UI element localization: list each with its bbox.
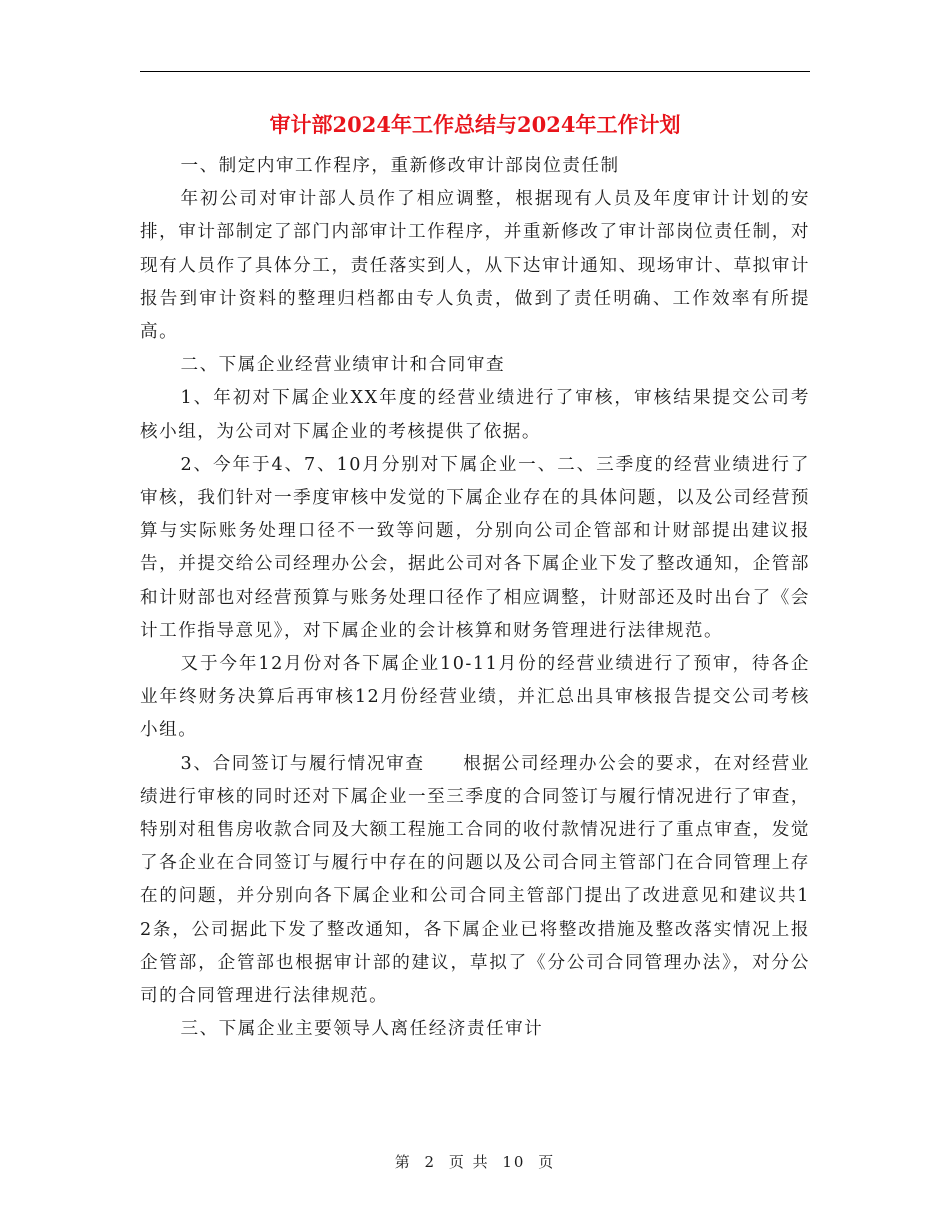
- document-body: [140, 150, 810, 1046]
- document-title: 审计部2024年工作总结与2024年工作计划: [269, 112, 681, 137]
- footer-current-page: 2: [424, 1153, 437, 1171]
- footer-total-pages: 10: [502, 1153, 526, 1171]
- paragraph: 1、年初对下属企业XX年度的经营业绩进行了审核，审核结果提交公司考核小组，为公司对下属企业的考核提供了依据。: [140, 388, 810, 442]
- paragraph: 3、合同签订与履行情况审查 根据公司经理办公会的要求，在对经营业绩进行审核的同时还对下属企业一至三季度的合同签订与履行情况进行了审查，特别对租售房收款合同及大额工程施工合同的收付款情况进行了重点审查，发觉了各企业在合同签订与履行中存在的问题以及公司合同主管部门在合同管理上存在的问题，并分别向各下属企业和公司合同主管部门提出了改进意见和建议共12条，公司据此下发了整改通知，各下属企业已将整改措施及整改落实情况上报企管部，企管部也根据审计部的建议，草拟了《分公司合同管理办法》，对分公司的合同管理进行法律规范。: [140, 753, 810, 1007]
- paragraph: 年初公司对审计部人员作了相应调整，根据现有人员及年度审计计划的安排，审计部制定了部门内部审计工作程序，并重新修改了审计部岗位责任制，对现有人员作了具体分工，责任落实到人，从下达审计通知、现场审计、草拟审计报告到审计资料的整理归档都由专人负责，做到了责任明确、工作效率有所提高。: [140, 189, 810, 343]
- section-heading-2: 二、下属企业经营业绩审计和合同审查: [180, 355, 506, 376]
- section-heading-1: 一、制定内审工作程序，重新修改审计部岗位责任制: [180, 156, 620, 176]
- section-heading-3: 三、下属企业主要领导人离任经济责任审计: [180, 1019, 544, 1040]
- header-rule: [140, 71, 810, 72]
- footer-middle: 页 共: [448, 1153, 490, 1171]
- footer-prefix: 第: [394, 1153, 412, 1171]
- paragraph: 2、今年于4、7、10月分别对下属企业一、二、三季度的经营业绩进行了审核，我们针对一季度审核中发觉的下属企业存在的具体问题，以及公司经营预算与实际账务处理口径不一致等问题，分别向公司企管部和计财部提出建议报告，并提交给公司经理办公会，据此公司对各下属企业下发了整改通知，企管部和计财部也对经营预算与账务处理口径作了相应调整，计财部还及时出台了《会计工作指导意见》，对下属企业的会计核算和财务管理进行法律规范。: [140, 454, 810, 641]
- footer-suffix: 页: [538, 1153, 556, 1171]
- page-footer: [140, 1150, 810, 1174]
- paragraph: 又于今年12月份对各下属企业10-11月份的经营业绩进行了预审，待各企业年终财务决算后再审核12月份经营业绩，并汇总出具审核报告提交公司考核小组。: [140, 654, 810, 741]
